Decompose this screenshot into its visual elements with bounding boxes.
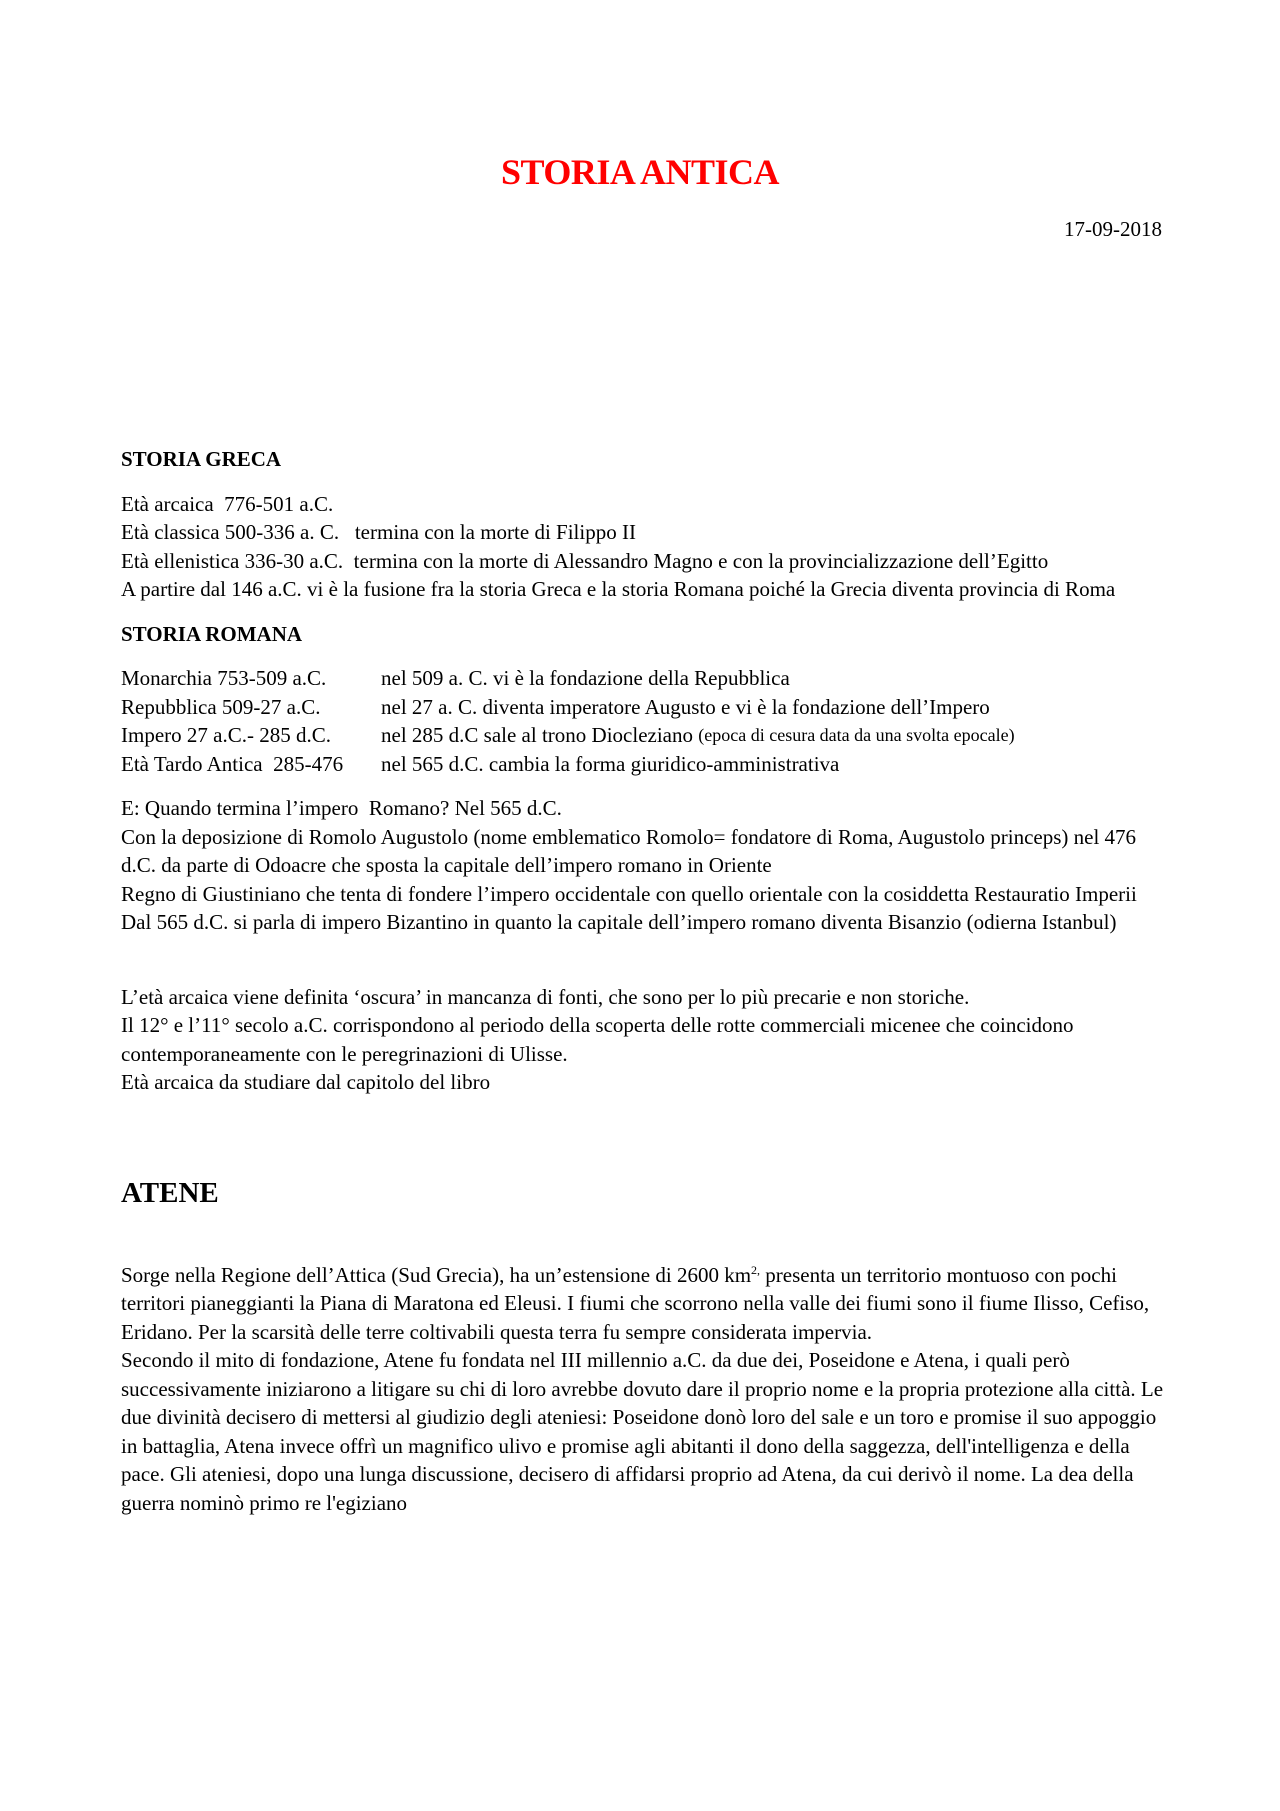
- roman-row-empire: [121, 721, 1171, 750]
- greek-line-archaic: Età arcaica 776-501 a.C.: [121, 491, 334, 516]
- athens-geography-text-continued: presenta un territorio montuoso con pochi territori pianeggianti la Piana di Maratona ed Eleusi. I fiumi che scorrono nella valle dei fiumi sono il fiume Ilisso, Cefiso, Eridano. Per la scarsità delle terre coltivabili questa terra fu sempre considerata impervia.: [121, 1262, 1150, 1344]
- roman-event-note: (epoca di cesura data da una svolta epocale): [698, 725, 1015, 745]
- archaic-study-note: Età arcaica da studiare dal capitolo del libro: [121, 1070, 491, 1094]
- roman-row-republic: [121, 693, 1171, 722]
- roman-period: Monarchia 753-509 a.C.: [121, 666, 327, 690]
- roman-period: Repubblica 509-27 a.C.: [121, 694, 321, 719]
- greek-line-hellenistic: Età ellenistica 336-30 a.C. termina con la morte di Alessandro Magno e con la provincializzazione dell’Egitto: [121, 548, 1049, 573]
- athens-myth-paragraph: Secondo il mito di fondazione, Atene fu fondata nel III millennio a.C. da due dei, Poseidone e Atena, i quali però successivamente iniziarono a litigare su chi di loro avrebbe dovuto dare il proprio nome e la propria protezione alla città. Le due divinità decisero di mettersi al giudizio degli ateniesi: Poseidone donò loro del sale e un toro e promise il suo appoggio in battaglia, Atena invece offrì un magnifico ulivo e promise agli abitanti il dono della saggezza, dell'intelligenza e della pace. Gli ateniesi, dopo una lunga discussione, decisero di affidarsi proprio ad Atena, da cui derivò il nome. La dea della guerra nominò primo re l'egiziano: [121, 1348, 1164, 1515]
- roman-event: nel 27 a. C. diventa imperatore Augusto e vi è la fondazione dell’Impero: [381, 694, 990, 719]
- athens-heading: ATENE: [121, 1176, 219, 1209]
- roman-history-heading: STORIA ROMANA: [121, 621, 303, 646]
- greek-line-fusion: A partire dal 146 a.C. vi è la fusione fra la storia Greca e la storia Romana poiché la Grecia diventa provincia di Roma: [121, 577, 1116, 601]
- roman-event: nel 509 a. C. vi è la fondazione della Repubblica: [381, 666, 790, 690]
- km-squared-superscript: 2,: [751, 1262, 761, 1277]
- athens-geography-paragraph: [121, 1261, 1171, 1347]
- empire-end-romulus: Con la deposizione di Romolo Augustolo (nome emblematico Romolo= fondatore di Roma, Augustolo princeps) nel 476 d.C. da parte di Odoacre che sposta la capitale dell’impero romano in Oriente: [121, 824, 1137, 877]
- document-body: [121, 445, 1171, 1517]
- empire-end-justinian: Regno di Giustiniano che tenta di fondere l’impero occidentale con quello orientale con la cosiddetta Restauratio Imperii: [121, 881, 1137, 906]
- empire-end-question: E: Quando termina l’impero Romano? Nel 565 d.C.: [121, 796, 562, 820]
- roman-event: nel 285 d.C sale al trono Diocleziano: [381, 723, 693, 747]
- document-date: 17-09-2018: [1064, 217, 1162, 241]
- roman-row-monarchy: [121, 664, 1171, 693]
- greek-line-classical: Età classica 500-336 a. C. termina con la morte di Filippo II: [121, 520, 636, 544]
- athens-geography-text: Sorge nella Regione dell’Attica (Sud Grecia), ha un’estensione di 2600 km: [121, 1262, 752, 1287]
- roman-period: Impero 27 a.C.- 285 d.C.: [121, 723, 331, 747]
- roman-row-late-antiquity: [121, 750, 1171, 779]
- empire-end-byzantine: Dal 565 d.C. si parla di impero Bizantino in quanto la capitale dell’impero romano diventa Bisanzio (odierna Istanbul): [121, 910, 1117, 934]
- document-title: STORIA ANTICA: [501, 152, 779, 192]
- roman-period: Età Tardo Antica 285-476: [121, 751, 344, 776]
- greek-history-heading: STORIA GRECA: [121, 447, 282, 471]
- archaic-mycenaean: Il 12° e l’11° secolo a.C. corrispondono al periodo della scoperta delle rotte commerciali micenee che coincidono contemporaneamente con le peregrinazioni di Ulisse.: [121, 1013, 1074, 1066]
- archaic-dark-age: L’età arcaica viene definita ‘oscura’ in mancanza di fonti, che sono per lo più precarie e non storiche.: [121, 984, 970, 1009]
- roman-event: nel 565 d.C. cambia la forma giuridico-amministrativa: [381, 751, 840, 776]
